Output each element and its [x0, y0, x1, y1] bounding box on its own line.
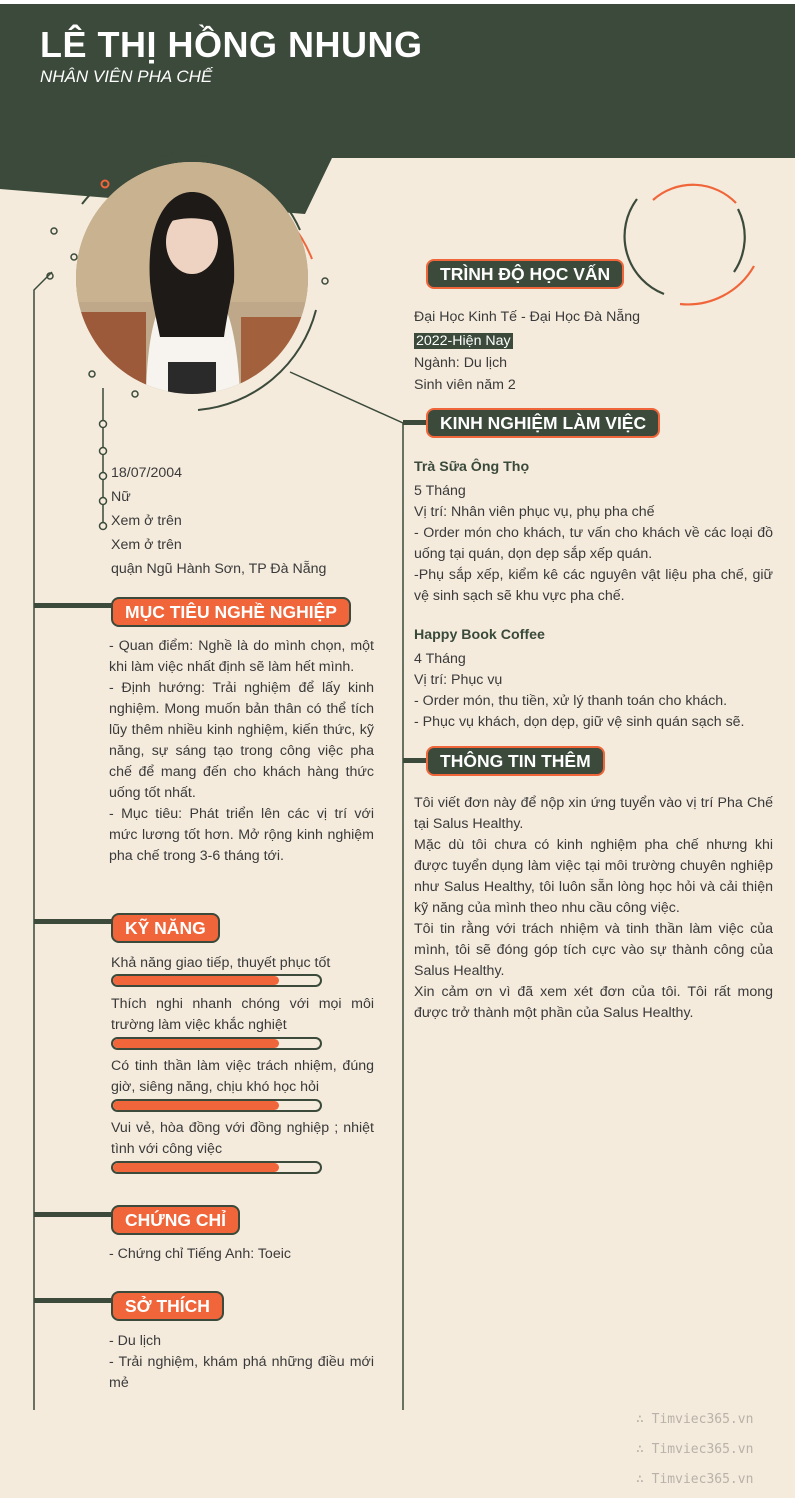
portrait-photo-icon	[76, 162, 308, 394]
education-period-wrap	[414, 331, 513, 352]
candidate-name: LÊ THỊ HỒNG NHUNG	[40, 24, 423, 65]
additional-heading: THÔNG TIN THÊM	[426, 746, 605, 776]
additional-text	[414, 793, 773, 1024]
email-value: Xem ở trên	[111, 537, 182, 553]
job-position: Vị trí: Phục vụ	[414, 672, 503, 688]
skill-bar-fill	[113, 976, 279, 985]
education-period: 2022-Hiện Nay	[416, 333, 511, 349]
skill-bar-fill	[113, 1101, 279, 1110]
deco-arc-orange-bottom	[680, 266, 754, 304]
job-detail: -Phụ sắp xếp, kiểm kê các nguyên vật liệu pha chế, giữ vệ sinh sạch sẽ khu vực pha chế.	[414, 567, 773, 604]
job-company: Happy Book Coffee	[414, 627, 545, 643]
deco-arc-orange-top	[653, 185, 736, 203]
education-year: Sinh viên năm 2	[414, 377, 516, 393]
skill-label: Thích nghi nhanh chóng với mọi môi trường làm việc khắc nghiệt	[111, 996, 374, 1033]
skill-bar	[111, 974, 322, 987]
objective-line: - Định hướng: Trải nghiệm để lấy kinh nghiệm. Mong muốn bản thân có thể tích lũy thêm nhiều kinh nghiệm, kiến thức, kỹ năng, sự sáng tạo trong công việc pha chế để mang đến cho khách hàng thức uống tốt nhất.	[109, 680, 374, 801]
additional-paragraph: Xin cảm ơn vì đã xem xét đơn của tôi. Tôi rất mong được trở thành một phần của Salus Healthy.	[414, 984, 773, 1021]
watermark-text: ∴ Timviec365.vn	[636, 1442, 754, 1457]
gender-value: Nữ	[111, 489, 131, 505]
connector-experience	[403, 420, 427, 425]
skill-bar	[111, 1099, 322, 1112]
orbit-dot	[89, 371, 95, 377]
job-duration: 5 Tháng	[414, 483, 466, 499]
job-duration: 4 Tháng	[414, 651, 466, 667]
certificate-item: - Chứng chỉ Tiếng Anh: Toeic	[109, 1246, 291, 1262]
timeline-dot	[100, 523, 107, 530]
skill-bar	[111, 1037, 322, 1050]
watermark-text: ∴ Timviec365.vn	[636, 1472, 754, 1487]
job-detail: - Order món, thu tiền, xử lý thanh toán cho khách.	[414, 693, 728, 709]
portrait-photo	[76, 162, 308, 394]
orbit-dot	[71, 254, 77, 260]
timeline-dot	[100, 498, 107, 505]
cv-paper	[0, 4, 795, 1498]
deco-arc-right	[734, 209, 745, 272]
center-divider-line	[290, 372, 403, 1410]
candidate-job-title: NHÂN VIÊN PHA CHẾ	[40, 67, 213, 86]
education-school: Đại Học Kinh Tế - Đại Học Đà Nẵng	[414, 309, 641, 325]
connector-additional	[403, 758, 427, 763]
objective-line: - Mục tiêu: Phát triển lên các vị trí với mức lương tốt hơn. Mở rộng kinh nghiệm pha chế trong 3-6 tháng tới.	[109, 806, 374, 864]
experience-heading: KINH NGHIỆM LÀM VIỆC	[426, 408, 660, 438]
education-heading: TRÌNH ĐỘ HỌC VẤN	[426, 259, 624, 289]
objective-heading: MỤC TIÊU NGHỀ NGHIỆP	[111, 597, 351, 627]
connector-objective	[34, 603, 112, 608]
hobby-item: - Trải nghiệm, khám phá những điều mới mẻ	[109, 1354, 374, 1391]
objective-text	[109, 636, 374, 867]
timeline-dot	[100, 421, 107, 428]
job-company: Trà Sữa Ông Thọ	[414, 459, 530, 475]
additional-paragraph: Tôi tin rằng với trách nhiệm và tinh thần làm việc của mình, tôi sẽ đóng góp tích cực vào sự thành công của Salus Healthy.	[414, 921, 773, 979]
skill-label: Khả năng giao tiếp, thuyết phục tốt	[111, 955, 331, 971]
timeline-dot	[100, 473, 107, 480]
job-position: Vị trí: Nhân viên phục vụ, phụ pha chế	[414, 504, 655, 520]
connector-hobbies	[34, 1298, 112, 1303]
connector-skills	[34, 919, 112, 924]
left-timeline-line	[34, 272, 52, 1410]
orbit-dot	[322, 278, 328, 284]
hobbies-list	[109, 1331, 374, 1394]
skills-heading: KỸ NĂNG	[111, 913, 220, 943]
skill-bar	[111, 1161, 322, 1174]
phone-value: Xem ở trên	[111, 513, 182, 529]
hobby-item: - Du lịch	[109, 1333, 162, 1349]
orbit-dot	[132, 391, 138, 397]
certificates-heading: CHỨNG CHỈ	[111, 1205, 240, 1235]
deco-arc-left	[625, 199, 664, 294]
orbit-dot	[51, 228, 57, 234]
additional-paragraph: Tôi viết đơn này để nộp xin ứng tuyển vào vị trí Pha Chế tại Salus Healthy.	[414, 795, 773, 832]
objective-line: - Quan điểm: Nghề là do mình chọn, một khi làm việc nhất định sẽ làm hết mình.	[109, 638, 374, 675]
job-entry	[414, 457, 773, 607]
watermark-text: ∴ Timviec365.vn	[636, 1412, 754, 1427]
dob-value: 18/07/2004	[111, 465, 183, 481]
job-entry	[414, 625, 773, 733]
address-value: quận Ngũ Hành Sơn, TP Đà Nẵng	[111, 561, 327, 577]
skill-label: Vui vẻ, hòa đồng với đồng nghiệp ; nhiệt tình với công việc	[111, 1120, 374, 1157]
education-major: Ngành: Du lịch	[414, 355, 508, 371]
connector-certificates	[34, 1212, 112, 1217]
hobbies-heading: SỞ THÍCH	[111, 1291, 224, 1321]
job-detail: - Order món cho khách, tư vấn cho khách về các loại đồ uống tại quán, dọn dẹp sắp xếp quán.	[414, 525, 773, 562]
skill-bar-fill	[113, 1163, 279, 1172]
additional-paragraph: Mặc dù tôi chưa có kinh nghiệm pha chế nhưng khi được tuyển dụng làm việc tại môi trường chuyên nghiệp như Salus Healthy, tôi luôn sẵn lòng học hỏi và cải thiện kỹ năng của mình theo nhu cầu công việc.	[414, 837, 773, 916]
skill-label: Có tinh thần làm việc trách nhiệm, đúng giờ, siêng năng, chịu khó học hỏi	[111, 1058, 374, 1095]
job-detail: - Phục vụ khách, dọn dẹp, giữ vệ sinh quán sạch sẽ.	[414, 714, 745, 730]
timeline-dot	[100, 448, 107, 455]
skill-bar-fill	[113, 1039, 279, 1048]
